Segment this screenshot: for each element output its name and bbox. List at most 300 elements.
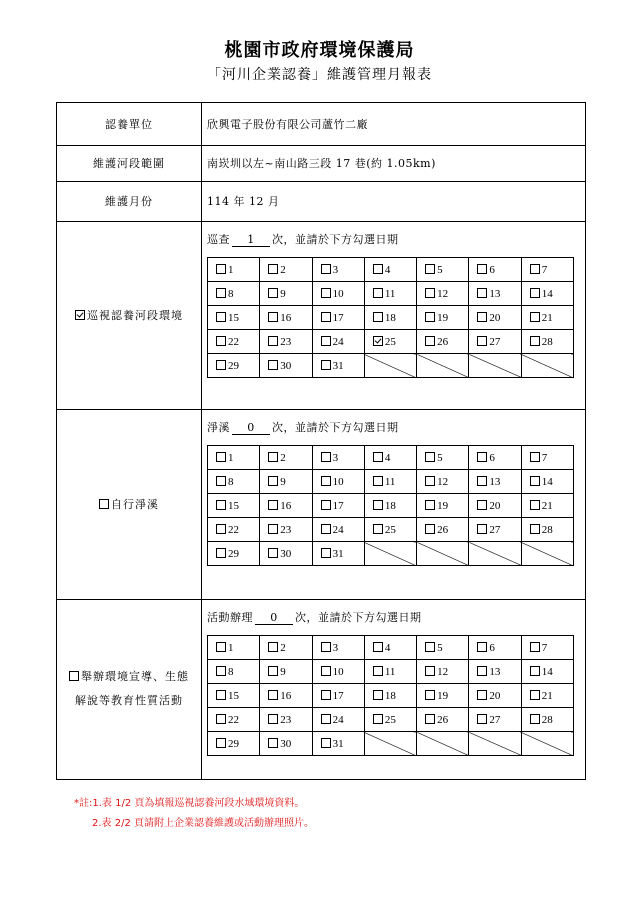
date-row bbox=[208, 330, 574, 354]
date-cell[interactable] bbox=[260, 258, 312, 282]
date-checkbox[interactable] bbox=[216, 312, 226, 322]
date-label: 10 bbox=[332, 475, 344, 488]
date-cell[interactable] bbox=[260, 354, 312, 378]
date-checkbox[interactable] bbox=[477, 500, 487, 510]
date-checkbox[interactable] bbox=[477, 264, 487, 274]
date-checkbox[interactable] bbox=[425, 336, 435, 346]
date-cell[interactable] bbox=[208, 660, 260, 684]
date-checkbox[interactable] bbox=[425, 690, 435, 700]
date-label: 16 bbox=[280, 499, 292, 512]
date-cell[interactable] bbox=[469, 708, 521, 732]
date-label: 14 bbox=[541, 475, 553, 488]
date-checkbox[interactable] bbox=[373, 642, 383, 652]
date-cell[interactable] bbox=[417, 258, 469, 282]
date-label: 29 bbox=[228, 547, 239, 560]
date-cell[interactable] bbox=[364, 636, 416, 660]
date-cell[interactable] bbox=[364, 446, 416, 470]
date-checkbox[interactable] bbox=[268, 264, 278, 274]
activity-label: 舉辦環境宣導、生態 解說等教育性質活動 bbox=[57, 599, 201, 779]
empty-cell bbox=[469, 542, 521, 566]
date-grid-activity bbox=[207, 635, 574, 756]
date-cell[interactable] bbox=[260, 306, 312, 330]
date-label: 6 bbox=[489, 451, 495, 464]
date-checkbox[interactable] bbox=[373, 524, 383, 534]
date-cell[interactable] bbox=[364, 470, 416, 494]
date-checkbox[interactable] bbox=[216, 476, 226, 486]
date-checkbox[interactable] bbox=[216, 690, 226, 700]
date-checkbox[interactable] bbox=[268, 642, 278, 652]
date-cell[interactable] bbox=[312, 660, 364, 684]
date-cell[interactable] bbox=[521, 330, 573, 354]
date-cell[interactable] bbox=[521, 660, 573, 684]
date-label: 8 bbox=[228, 475, 234, 488]
date-cell[interactable] bbox=[364, 306, 416, 330]
date-checkbox[interactable] bbox=[477, 336, 487, 346]
date-label: 17 bbox=[332, 311, 344, 324]
date-checkbox[interactable] bbox=[373, 476, 383, 486]
date-label: 26 bbox=[437, 523, 449, 536]
date-label: 28 bbox=[541, 523, 553, 536]
date-checkbox[interactable] bbox=[477, 312, 487, 322]
date-cell[interactable] bbox=[260, 494, 312, 518]
date-checkbox[interactable] bbox=[321, 360, 331, 370]
date-checkbox[interactable] bbox=[321, 548, 331, 558]
date-label: 30 bbox=[280, 547, 292, 560]
date-checkbox[interactable] bbox=[425, 452, 435, 462]
date-cell[interactable] bbox=[260, 470, 312, 494]
footnote-1: *註:1.表 1/2 頁為填報巡視認養河段水域環境資料。 bbox=[74, 798, 305, 809]
date-checkbox[interactable] bbox=[321, 690, 331, 700]
date-label: 6 bbox=[489, 641, 495, 654]
date-cell[interactable] bbox=[208, 518, 260, 542]
date-row bbox=[208, 306, 574, 330]
patrol-instruction: 巡查 1 次，並請於下方勾選日期 bbox=[207, 233, 399, 246]
cleaning-instruction: 淨溪 0 次，並請於下方勾選日期 bbox=[207, 421, 399, 434]
date-checkbox[interactable] bbox=[425, 500, 435, 510]
footnote-2: 2.表 2/2 頁請附上企業認養維護或活動辦理照片。 bbox=[92, 818, 314, 829]
date-label: 30 bbox=[280, 737, 292, 750]
date-cell[interactable] bbox=[312, 354, 364, 378]
date-cell[interactable] bbox=[521, 518, 573, 542]
date-cell[interactable] bbox=[312, 636, 364, 660]
date-label: 27 bbox=[489, 713, 501, 726]
date-cell[interactable] bbox=[208, 258, 260, 282]
date-checkbox[interactable] bbox=[425, 312, 435, 322]
date-checkbox[interactable] bbox=[268, 714, 278, 724]
empty-cell bbox=[469, 354, 521, 378]
date-label: 29 bbox=[228, 359, 239, 372]
empty-cell bbox=[417, 732, 469, 756]
date-label: 18 bbox=[384, 499, 396, 512]
date-cell[interactable] bbox=[312, 542, 364, 566]
date-label: 25 bbox=[384, 335, 396, 348]
date-row bbox=[208, 732, 574, 756]
date-checkbox[interactable] bbox=[321, 738, 331, 748]
date-checkbox[interactable] bbox=[530, 336, 540, 346]
page-subtitle: 「河川企業認養」維護管理月報表 bbox=[207, 67, 432, 83]
date-cell[interactable] bbox=[260, 518, 312, 542]
date-label: 2 bbox=[280, 263, 286, 276]
cleaning-checkbox[interactable] bbox=[99, 499, 109, 509]
date-grid-patrol bbox=[207, 257, 574, 378]
date-checkbox[interactable] bbox=[530, 524, 540, 534]
date-cell[interactable] bbox=[417, 518, 469, 542]
date-checkbox[interactable] bbox=[425, 288, 435, 298]
date-cell[interactable] bbox=[521, 282, 573, 306]
date-checkbox[interactable] bbox=[530, 312, 540, 322]
date-cell[interactable] bbox=[312, 518, 364, 542]
date-row bbox=[208, 354, 574, 378]
date-row bbox=[208, 684, 574, 708]
date-label: 10 bbox=[332, 287, 344, 300]
date-label: 5 bbox=[437, 263, 443, 276]
date-label: 26 bbox=[437, 713, 449, 726]
date-cell[interactable] bbox=[521, 446, 573, 470]
section-label: 維護河段範圍 bbox=[93, 157, 165, 170]
empty-cell bbox=[364, 354, 416, 378]
date-checkbox[interactable] bbox=[268, 288, 278, 298]
date-cell[interactable] bbox=[364, 660, 416, 684]
date-row bbox=[208, 494, 574, 518]
date-checkbox[interactable] bbox=[477, 452, 487, 462]
date-cell[interactable] bbox=[312, 732, 364, 756]
date-label: 11 bbox=[384, 287, 396, 300]
date-cell[interactable] bbox=[521, 636, 573, 660]
date-cell[interactable] bbox=[312, 494, 364, 518]
date-checkbox[interactable] bbox=[425, 642, 435, 652]
date-checkbox[interactable] bbox=[425, 666, 435, 676]
date-cell[interactable] bbox=[364, 282, 416, 306]
date-cell[interactable] bbox=[312, 258, 364, 282]
date-cell[interactable] bbox=[417, 684, 469, 708]
date-checkbox[interactable] bbox=[530, 500, 540, 510]
date-checkbox[interactable] bbox=[373, 666, 383, 676]
date-checkbox[interactable] bbox=[530, 264, 540, 274]
date-label: 23 bbox=[280, 335, 292, 348]
date-cell[interactable] bbox=[417, 660, 469, 684]
date-checkbox[interactable] bbox=[477, 666, 487, 676]
date-checkbox[interactable] bbox=[321, 524, 331, 534]
date-label: 7 bbox=[541, 263, 548, 276]
date-label: 10 bbox=[332, 665, 344, 678]
date-checkbox[interactable] bbox=[425, 264, 435, 274]
date-label: 2 bbox=[280, 451, 286, 464]
empty-cell bbox=[521, 542, 573, 566]
date-label: 15 bbox=[228, 499, 239, 512]
date-label: 25 bbox=[384, 713, 396, 726]
date-label: 3 bbox=[332, 263, 339, 276]
date-label: 22 bbox=[228, 713, 239, 726]
date-cell[interactable] bbox=[312, 282, 364, 306]
adopter-value[interactable]: 欣興電子股份有限公司蘆竹二廠 bbox=[207, 118, 368, 131]
date-cell[interactable] bbox=[312, 470, 364, 494]
date-cell[interactable] bbox=[208, 470, 260, 494]
date-checkbox[interactable] bbox=[268, 312, 278, 322]
adopter-label: 認養單位 bbox=[105, 118, 153, 131]
date-cell[interactable] bbox=[469, 470, 521, 494]
date-label: 24 bbox=[332, 523, 344, 536]
date-checkbox[interactable] bbox=[321, 312, 331, 322]
date-checkbox[interactable] bbox=[321, 476, 331, 486]
date-cell[interactable] bbox=[312, 330, 364, 354]
date-cell[interactable] bbox=[260, 684, 312, 708]
activity-instruction: 活動辦理 0 次，並請於下方勾選日期 bbox=[207, 611, 422, 624]
date-checkbox[interactable] bbox=[477, 690, 487, 700]
date-row bbox=[208, 446, 574, 470]
date-cell[interactable] bbox=[364, 684, 416, 708]
cleaning-count[interactable]: 0 bbox=[232, 421, 270, 435]
date-row bbox=[208, 636, 574, 660]
date-checkbox[interactable] bbox=[268, 690, 278, 700]
date-label: 12 bbox=[437, 665, 449, 678]
activity-count[interactable]: 0 bbox=[255, 611, 293, 625]
date-label: 4 bbox=[384, 641, 391, 654]
report-form bbox=[56, 102, 586, 780]
date-cell[interactable] bbox=[208, 306, 260, 330]
date-checkbox[interactable] bbox=[216, 452, 226, 462]
date-cell[interactable] bbox=[260, 732, 312, 756]
page-title: 桃園市政府環境保護局 bbox=[224, 40, 415, 61]
date-cell[interactable] bbox=[208, 354, 260, 378]
date-cell[interactable] bbox=[260, 446, 312, 470]
date-cell[interactable] bbox=[469, 684, 521, 708]
date-label: 16 bbox=[280, 311, 292, 324]
date-checkbox[interactable] bbox=[530, 714, 540, 724]
date-cell[interactable] bbox=[364, 708, 416, 732]
date-cell[interactable] bbox=[469, 446, 521, 470]
date-row bbox=[208, 518, 574, 542]
date-cell[interactable] bbox=[364, 330, 416, 354]
date-checkbox[interactable] bbox=[373, 714, 383, 724]
date-checkbox[interactable] bbox=[425, 714, 435, 724]
date-label: 19 bbox=[437, 499, 449, 512]
date-label: 18 bbox=[384, 311, 396, 324]
date-checkbox[interactable] bbox=[530, 288, 540, 298]
date-cell[interactable] bbox=[521, 470, 573, 494]
date-cell[interactable] bbox=[417, 708, 469, 732]
date-checkbox[interactable] bbox=[216, 714, 226, 724]
date-cell[interactable] bbox=[469, 330, 521, 354]
footnotes bbox=[74, 794, 314, 834]
date-cell[interactable] bbox=[208, 542, 260, 566]
date-checkbox[interactable] bbox=[530, 452, 540, 462]
activity-checkbox[interactable] bbox=[69, 671, 79, 681]
date-checkbox[interactable] bbox=[268, 336, 278, 346]
date-checkbox[interactable] bbox=[216, 666, 226, 676]
date-checkbox[interactable] bbox=[216, 524, 226, 534]
date-checkbox[interactable] bbox=[530, 690, 540, 700]
date-checkbox[interactable] bbox=[268, 738, 278, 748]
date-cell[interactable] bbox=[208, 684, 260, 708]
column-divider bbox=[201, 103, 202, 779]
empty-cell bbox=[417, 542, 469, 566]
date-checkbox[interactable] bbox=[373, 264, 383, 274]
date-label: 30 bbox=[280, 359, 292, 372]
date-cell[interactable] bbox=[260, 282, 312, 306]
date-checkbox[interactable] bbox=[268, 360, 278, 370]
month-label: 維護月份 bbox=[105, 195, 153, 208]
date-grid-cleaning bbox=[207, 445, 574, 566]
date-cell[interactable] bbox=[312, 684, 364, 708]
date-checkbox[interactable] bbox=[216, 642, 226, 652]
date-label: 23 bbox=[280, 523, 292, 536]
date-cell[interactable] bbox=[260, 636, 312, 660]
date-cell[interactable] bbox=[208, 732, 260, 756]
date-checkbox[interactable] bbox=[321, 642, 331, 652]
date-cell[interactable] bbox=[469, 660, 521, 684]
date-checkbox[interactable] bbox=[530, 666, 540, 676]
date-checkbox[interactable] bbox=[216, 548, 226, 558]
empty-cell bbox=[521, 732, 573, 756]
date-checkbox[interactable] bbox=[268, 524, 278, 534]
date-cell[interactable] bbox=[260, 708, 312, 732]
patrol-checkbox[interactable] bbox=[75, 310, 85, 320]
date-label: 20 bbox=[489, 311, 501, 324]
date-cell[interactable] bbox=[469, 636, 521, 660]
date-checkbox[interactable] bbox=[216, 336, 226, 346]
date-label: 12 bbox=[437, 287, 449, 300]
date-checkbox[interactable] bbox=[321, 666, 331, 676]
date-cell[interactable] bbox=[521, 494, 573, 518]
date-label: 23 bbox=[280, 713, 292, 726]
date-cell[interactable] bbox=[469, 306, 521, 330]
date-checkbox[interactable] bbox=[321, 452, 331, 462]
date-cell[interactable] bbox=[521, 258, 573, 282]
date-checkbox[interactable] bbox=[216, 500, 226, 510]
date-label: 14 bbox=[541, 287, 553, 300]
date-label: 13 bbox=[489, 475, 501, 488]
month-value[interactable]: 114 年 12 月 bbox=[207, 195, 280, 208]
date-cell[interactable] bbox=[260, 660, 312, 684]
date-checkbox[interactable] bbox=[373, 312, 383, 322]
date-cell[interactable] bbox=[417, 494, 469, 518]
date-checkbox[interactable] bbox=[373, 288, 383, 298]
date-cell[interactable] bbox=[208, 708, 260, 732]
date-checkbox[interactable] bbox=[268, 666, 278, 676]
empty-cell bbox=[364, 732, 416, 756]
date-label: 11 bbox=[384, 665, 396, 678]
date-label: 19 bbox=[437, 689, 449, 702]
date-cell[interactable] bbox=[521, 708, 573, 732]
date-cell[interactable] bbox=[364, 494, 416, 518]
date-label: 3 bbox=[332, 641, 339, 654]
date-cell[interactable] bbox=[312, 708, 364, 732]
section-value[interactable]: 南崁圳以左~南山路三段 17 巷(約 1.05km) bbox=[207, 157, 436, 170]
date-label: 1 bbox=[228, 263, 234, 276]
date-cell[interactable] bbox=[312, 306, 364, 330]
date-label: 1 bbox=[228, 451, 234, 464]
date-label: 5 bbox=[437, 641, 443, 654]
date-checkbox[interactable] bbox=[268, 548, 278, 558]
date-cell[interactable] bbox=[521, 684, 573, 708]
date-cell[interactable] bbox=[364, 518, 416, 542]
date-checkbox[interactable] bbox=[425, 524, 435, 534]
date-cell[interactable] bbox=[208, 494, 260, 518]
date-checkbox[interactable] bbox=[268, 500, 278, 510]
date-checkbox[interactable] bbox=[321, 264, 331, 274]
date-cell[interactable] bbox=[469, 258, 521, 282]
date-checkbox[interactable] bbox=[477, 642, 487, 652]
date-checkbox[interactable] bbox=[477, 524, 487, 534]
date-label: 15 bbox=[228, 689, 239, 702]
empty-cell bbox=[469, 732, 521, 756]
date-checkbox[interactable] bbox=[268, 476, 278, 486]
date-cell[interactable] bbox=[417, 636, 469, 660]
date-checkbox[interactable] bbox=[477, 476, 487, 486]
date-label: 28 bbox=[541, 713, 553, 726]
date-label: 18 bbox=[384, 689, 396, 702]
date-label: 20 bbox=[489, 689, 501, 702]
date-cell[interactable] bbox=[469, 518, 521, 542]
date-checkbox[interactable] bbox=[321, 500, 331, 510]
date-label: 8 bbox=[228, 665, 234, 678]
date-checkbox[interactable] bbox=[216, 738, 226, 748]
date-checkbox[interactable] bbox=[477, 288, 487, 298]
date-cell[interactable] bbox=[417, 470, 469, 494]
date-checkbox[interactable] bbox=[425, 476, 435, 486]
date-label: 9 bbox=[280, 287, 286, 300]
date-checkbox[interactable] bbox=[321, 288, 331, 298]
date-cell[interactable] bbox=[208, 636, 260, 660]
date-label: 17 bbox=[332, 499, 344, 512]
date-label: 27 bbox=[489, 335, 501, 348]
date-checkbox[interactable] bbox=[530, 476, 540, 486]
empty-cell bbox=[521, 354, 573, 378]
date-checkbox[interactable] bbox=[373, 690, 383, 700]
date-cell[interactable] bbox=[364, 258, 416, 282]
date-cell[interactable] bbox=[208, 282, 260, 306]
patrol-count[interactable]: 1 bbox=[232, 233, 270, 247]
date-checkbox[interactable] bbox=[216, 288, 226, 298]
date-cell[interactable] bbox=[469, 494, 521, 518]
date-label: 29 bbox=[228, 737, 239, 750]
date-label: 31 bbox=[332, 359, 344, 372]
date-cell[interactable] bbox=[417, 282, 469, 306]
date-checkbox[interactable] bbox=[321, 336, 331, 346]
date-checkbox[interactable] bbox=[373, 336, 383, 346]
date-cell[interactable] bbox=[208, 446, 260, 470]
date-checkbox[interactable] bbox=[216, 264, 226, 274]
date-cell[interactable] bbox=[260, 330, 312, 354]
date-checkbox[interactable] bbox=[373, 452, 383, 462]
empty-cell bbox=[417, 354, 469, 378]
date-checkbox[interactable] bbox=[268, 452, 278, 462]
date-label: 16 bbox=[280, 689, 292, 702]
date-cell[interactable] bbox=[208, 330, 260, 354]
date-cell[interactable] bbox=[312, 446, 364, 470]
date-cell[interactable] bbox=[521, 306, 573, 330]
date-cell[interactable] bbox=[417, 306, 469, 330]
date-label: 6 bbox=[489, 263, 495, 276]
date-checkbox[interactable] bbox=[373, 500, 383, 510]
date-cell[interactable] bbox=[260, 542, 312, 566]
date-checkbox[interactable] bbox=[216, 360, 226, 370]
date-label: 7 bbox=[541, 451, 548, 464]
date-checkbox[interactable] bbox=[321, 714, 331, 724]
date-cell[interactable] bbox=[469, 282, 521, 306]
date-label: 31 bbox=[332, 547, 344, 560]
date-cell[interactable] bbox=[417, 330, 469, 354]
date-label: 14 bbox=[541, 665, 553, 678]
date-cell[interactable] bbox=[417, 446, 469, 470]
date-checkbox[interactable] bbox=[477, 714, 487, 724]
date-label: 19 bbox=[437, 311, 449, 324]
date-checkbox[interactable] bbox=[530, 642, 540, 652]
date-label: 1 bbox=[228, 641, 234, 654]
date-label: 22 bbox=[228, 335, 239, 348]
date-label: 20 bbox=[489, 499, 501, 512]
date-label: 11 bbox=[384, 475, 396, 488]
